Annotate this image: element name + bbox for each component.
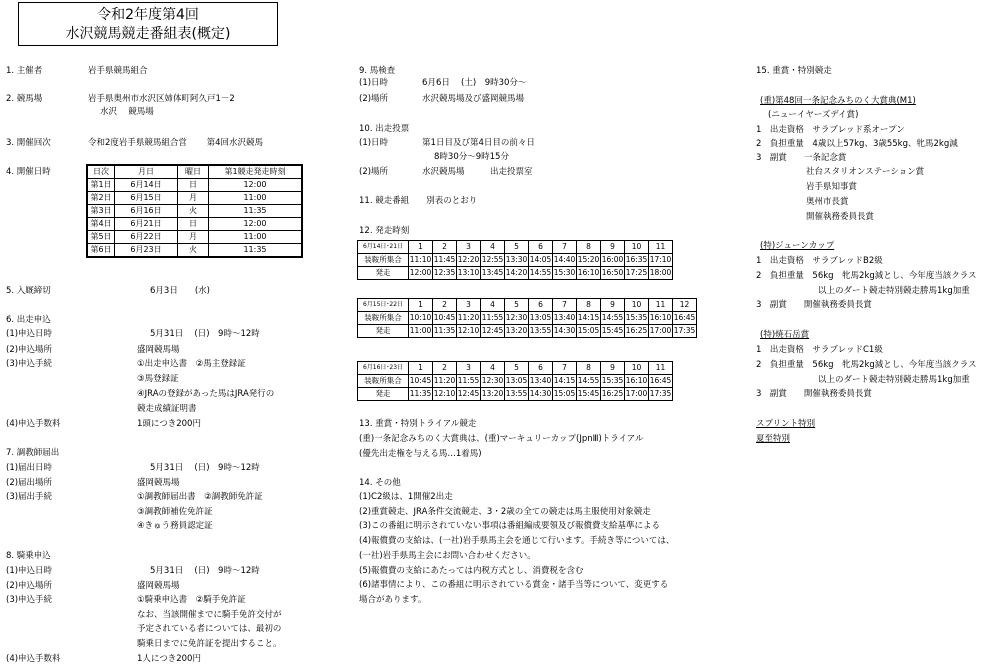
post-time-date-label: 6月16日･23日 xyxy=(358,362,409,375)
assemble-time-cell: 12:55 xyxy=(481,254,505,267)
assemble-time-cell: 14:55 xyxy=(601,312,625,325)
race-number-cell: 1 xyxy=(409,241,433,254)
schedule-cell: 6月14日 xyxy=(115,179,178,192)
text-s2v1: 岩手県奥州市水沢区姉体町阿久戸1－2 xyxy=(88,94,235,104)
assemble-time-cell: 10:10 xyxy=(409,312,433,325)
start-time-cell: 17:35 xyxy=(673,325,697,338)
start-time-cell: 13:20 xyxy=(505,325,529,338)
assemble-time-cell: 13:40 xyxy=(529,375,553,388)
assemble-time-cell: 15:35 xyxy=(625,312,649,325)
start-time-cell: 14:55 xyxy=(529,267,553,280)
start-time-cell: 11:00 xyxy=(409,325,433,338)
text-r2b2: 以上のダート競走特別競走勝馬1kg加重 xyxy=(818,286,970,296)
schedule-cell: 日 xyxy=(178,218,209,231)
schedule-cell: 11:35 xyxy=(209,244,303,258)
text-r3b: 2 負担重量 56kg 牝馬2kg減とし、今年度当該クラス xyxy=(756,360,977,370)
assemble-time-cell: 17:10 xyxy=(649,254,673,267)
schedule-header-cell: 月日 xyxy=(115,165,178,179)
text-s7cv3: ④きゅう務員認定証 xyxy=(137,521,213,531)
schedule-cell: 第2日 xyxy=(87,192,115,205)
text-m10: 10. 出走投票 xyxy=(359,124,410,134)
text-r4: スプリント特別 xyxy=(756,419,816,429)
start-time-cell: 15:05 xyxy=(577,325,601,338)
post-time-date-label: 6月15日･22日 xyxy=(358,299,409,312)
start-time-cell: 16:25 xyxy=(625,325,649,338)
text-r1a: 1 出走資格 サラブレッド系オープン xyxy=(756,125,905,135)
start-time-cell: 12:35 xyxy=(433,267,457,280)
schedule-row xyxy=(87,218,302,231)
start-label: 発走 xyxy=(358,267,409,280)
assemble-time-cell: 14:55 xyxy=(577,375,601,388)
assemble-time-cell: 11:20 xyxy=(457,312,481,325)
text-m14b: (2)重賞競走、JRA条件交流競走、3・2歳の全ての競走は馬主服使用対象競走 xyxy=(359,507,651,517)
text-r2t: (特)ジューンカップ xyxy=(760,241,835,251)
race-number-cell: 3 xyxy=(457,362,481,375)
schedule-cell: 月 xyxy=(178,231,209,244)
assemble-time-cell: 11:45 xyxy=(433,254,457,267)
text-r1t: (重)第48回一条記念みちのく大賞典(M1) xyxy=(760,96,916,106)
text-s3: 3. 開催回次 xyxy=(6,138,51,148)
assemble-time-cell: 11:55 xyxy=(481,312,505,325)
text-m13a: (重)一条記念みちのく大賞典は、(重)マーキュリーカップ(JpnⅢ)トライアル xyxy=(359,434,644,444)
schedule-cell: 6月21日 xyxy=(115,218,178,231)
start-time-cell: 14:30 xyxy=(529,388,553,401)
assemble-time-cell: 10:45 xyxy=(409,375,433,388)
race-number-cell: 8 xyxy=(577,299,601,312)
schedule-cell: 11:00 xyxy=(209,231,303,244)
text-r3c: 3 副賞 開催執務委員長賞 xyxy=(756,389,872,399)
race-number-cell: 4 xyxy=(481,299,505,312)
race-number-cell: 4 xyxy=(481,362,505,375)
assemble-time-cell: 10:45 xyxy=(433,312,457,325)
schedule-row xyxy=(87,179,302,192)
race-number-cell: 3 xyxy=(457,299,481,312)
race-number-cell: 11 xyxy=(649,299,673,312)
race-number-cell: 12 xyxy=(673,299,697,312)
start-time-cell: 12:10 xyxy=(433,388,457,401)
text-r1c5: 開催執務委員長賞 xyxy=(806,212,875,222)
start-time-cell: 11:35 xyxy=(409,388,433,401)
text-r1b: 2 負担重量 4歳以上57kg、3歳55kg、牝馬2kg減 xyxy=(756,139,958,149)
race-number-cell: 7 xyxy=(553,241,577,254)
start-time-cell: 17:00 xyxy=(649,325,673,338)
schedule-cell: 第3日 xyxy=(87,205,115,218)
assemble-time-cell: 14:15 xyxy=(553,375,577,388)
text-m9b: (2)場所 水沢競馬場及び盛岡競馬場 xyxy=(359,94,525,104)
schedule-row xyxy=(87,231,302,244)
post-time-table xyxy=(357,240,673,280)
text-s8d: (4)申込手数料 xyxy=(6,654,61,664)
text-s7cv1: ①調教師届出書 ②調教師免許証 xyxy=(137,492,263,502)
schedule-header-cell: 第1競走発走時刻 xyxy=(209,165,303,179)
schedule-header-cell: 日次 xyxy=(87,165,115,179)
text-s7av: 5月31日 (日) 9時～12時 xyxy=(150,463,260,473)
text-r3a: 1 出走資格 サラブレッドC1級 xyxy=(756,345,883,355)
schedule-cell: 火 xyxy=(178,244,209,258)
race-number-cell: 11 xyxy=(649,362,673,375)
text-r2b: 2 負担重量 56kg 牝馬2kg減とし、今年度当該クラス xyxy=(756,271,977,281)
text-m12: 12. 発走時刻 xyxy=(359,226,410,236)
schedule-cell: 6月15日 xyxy=(115,192,178,205)
text-r5: 夏至特別 xyxy=(756,434,791,444)
text-m13b: (優先出走権を与える馬…1着馬) xyxy=(359,449,482,459)
start-time-cell: 15:45 xyxy=(577,388,601,401)
text-s7bv: 盛岡競馬場 xyxy=(137,478,180,488)
race-number-cell: 9 xyxy=(601,241,625,254)
schedule-row xyxy=(87,205,302,218)
assemble-time-cell: 15:35 xyxy=(601,375,625,388)
schedule-row xyxy=(87,244,302,258)
text-s6bv: 盛岡競馬場 xyxy=(137,345,180,355)
start-time-cell: 13:55 xyxy=(505,388,529,401)
schedule-row xyxy=(87,192,302,205)
text-s8dv: 1人につき200円 xyxy=(137,654,201,664)
text-s7b: (2)届出場所 xyxy=(6,478,53,488)
race-number-cell: 10 xyxy=(625,241,649,254)
title-box xyxy=(18,2,278,46)
race-number-cell: 3 xyxy=(457,241,481,254)
start-time-cell: 12:00 xyxy=(409,267,433,280)
text-s8cv1: ①騎乗申込書 ②騎手免許証 xyxy=(137,595,246,605)
text-r1c3: 岩手県知事賞 xyxy=(806,182,858,192)
race-number-cell: 10 xyxy=(625,299,649,312)
text-s8: 8. 騎乗申込 xyxy=(6,551,51,561)
text-s7: 7. 調教師届出 xyxy=(6,448,60,458)
schedule-cell: 第1日 xyxy=(87,179,115,192)
start-time-cell: 15:30 xyxy=(553,267,577,280)
post-time-table xyxy=(357,298,697,338)
text-r3b2: 以上のダート競走特別競走勝馬1kg加重 xyxy=(818,375,970,385)
start-time-cell: 16:50 xyxy=(601,267,625,280)
race-number-cell: 10 xyxy=(625,362,649,375)
assemble-time-cell: 16:10 xyxy=(649,312,673,325)
race-number-cell: 2 xyxy=(433,299,457,312)
text-s6dv: 1頭につき200円 xyxy=(137,419,201,429)
schedule-table xyxy=(86,164,303,258)
assemble-time-cell: 14:40 xyxy=(553,254,577,267)
race-number-cell: 2 xyxy=(433,241,457,254)
text-m14d2: (一社)岩手県馬主会にお問い合わせください。 xyxy=(359,551,536,561)
text-s6cv4: 競走成績証明書 xyxy=(137,404,197,414)
text-s6b: (2)申込場所 xyxy=(6,345,53,355)
race-number-cell: 9 xyxy=(601,299,625,312)
text-s8cv4: 騎乗日までに免許証を提出すること。 xyxy=(137,639,282,649)
start-time-cell: 17:35 xyxy=(649,388,673,401)
race-number-cell: 6 xyxy=(529,241,553,254)
schedule-cell: 11:35 xyxy=(209,205,303,218)
start-time-cell: 17:00 xyxy=(625,388,649,401)
start-time-cell: 14:30 xyxy=(553,325,577,338)
text-s5v: 6月3日 (水) xyxy=(150,286,210,296)
assemble-label: 装鞍所集合 xyxy=(358,254,409,267)
text-s6cv2: ③馬登録証 xyxy=(137,374,179,384)
race-number-cell: 8 xyxy=(577,362,601,375)
text-s6cv3: ④JRAの登録があった馬はJRA発行の xyxy=(137,389,275,399)
text-s4: 4. 開催日時 xyxy=(6,167,51,177)
text-s8cv3: 予定されている者については、最初の xyxy=(137,624,282,634)
text-s2: 2. 競馬場 xyxy=(6,94,43,104)
race-number-cell: 1 xyxy=(409,299,433,312)
assemble-time-cell: 11:55 xyxy=(457,375,481,388)
text-s6cv1: ①出走申込書 ②馬主登録証 xyxy=(137,359,246,369)
text-s3v: 令和2度岩手県競馬組合営 第4回水沢競馬 xyxy=(88,138,264,148)
start-time-cell: 13:55 xyxy=(529,325,553,338)
text-m9: 9. 馬検査 xyxy=(359,66,396,76)
text-m14d: (4)報償費の支給は、(一社)岩手県馬主会を通じて行います。手続き等については、 xyxy=(359,536,675,546)
text-s6a: (1)申込日時 xyxy=(6,329,53,339)
start-time-cell: 15:05 xyxy=(553,388,577,401)
schedule-cell: 11:00 xyxy=(209,192,303,205)
schedule-cell: 第5日 xyxy=(87,231,115,244)
text-m14: 14. その他 xyxy=(359,478,401,488)
text-m10b: (2)場所 水沢競馬場 出走投票室 xyxy=(359,167,533,177)
start-time-cell: 16:10 xyxy=(577,267,601,280)
race-number-cell: 6 xyxy=(529,299,553,312)
text-r1s: (ニューイヤーズデイ賞) xyxy=(768,110,859,120)
race-number-cell: 1 xyxy=(409,362,433,375)
schedule-cell: 6月23日 xyxy=(115,244,178,258)
race-number-cell: 11 xyxy=(649,241,673,254)
assemble-time-cell: 12:30 xyxy=(505,312,529,325)
schedule-cell: 第6日 xyxy=(87,244,115,258)
text-r3t: (特)焼石岳賞 xyxy=(760,330,810,340)
assemble-time-cell: 13:40 xyxy=(553,312,577,325)
text-m14f2: 場合があります。 xyxy=(359,595,427,605)
text-r15: 15. 重賞・特別競走 xyxy=(756,66,832,76)
text-r2c: 3 副賞 開催執務委員長賞 xyxy=(756,300,872,310)
start-label: 発走 xyxy=(358,388,409,401)
assemble-time-cell: 14:15 xyxy=(577,312,601,325)
assemble-time-cell: 14:05 xyxy=(529,254,553,267)
assemble-time-cell: 13:30 xyxy=(505,254,529,267)
text-m14a: (1)C2級は、1開催2出走 xyxy=(359,492,453,502)
schedule-cell: 第4日 xyxy=(87,218,115,231)
text-s7a: (1)届出日時 xyxy=(6,463,53,473)
schedule-cell: 6月22日 xyxy=(115,231,178,244)
assemble-time-cell: 16:00 xyxy=(601,254,625,267)
text-s5: 5. 入厩締切 xyxy=(6,286,51,296)
assemble-time-cell: 16:35 xyxy=(625,254,649,267)
text-s8av: 5月31日 (日) 9時～12時 xyxy=(150,566,260,576)
text-s1: 1. 主催者 xyxy=(6,66,43,76)
schedule-cell: 日 xyxy=(178,179,209,192)
post-time-date-label: 6月14日･21日 xyxy=(358,241,409,254)
assemble-time-cell: 13:05 xyxy=(529,312,553,325)
assemble-label: 装鞍所集合 xyxy=(358,375,409,388)
race-number-cell: 6 xyxy=(529,362,553,375)
race-number-cell: 5 xyxy=(505,299,529,312)
text-m11: 11. 競走番組 別表のとおり xyxy=(359,196,478,206)
start-time-cell: 12:10 xyxy=(457,325,481,338)
start-time-cell: 13:20 xyxy=(481,388,505,401)
assemble-time-cell: 16:45 xyxy=(649,375,673,388)
start-time-cell: 17:25 xyxy=(625,267,649,280)
assemble-label: 装鞍所集合 xyxy=(358,312,409,325)
text-m14e: (5)報償費の支給にあたっては内税方式とし、消費税を含む xyxy=(359,566,584,576)
start-label: 発走 xyxy=(358,325,409,338)
start-time-cell: 11:35 xyxy=(433,325,457,338)
page-subtitle: 水沢競馬競走番組表(概定) xyxy=(65,26,231,42)
assemble-time-cell: 16:45 xyxy=(673,312,697,325)
text-m14c: (3)この番組に明示されていない事項は番組編成要領及び報償費支給基準による xyxy=(359,521,661,531)
text-s7c: (3)届出手続 xyxy=(6,492,53,502)
race-number-cell: 5 xyxy=(505,241,529,254)
start-time-cell: 16:25 xyxy=(601,388,625,401)
schedule-cell: 12:00 xyxy=(209,179,303,192)
text-m9a: (1)日時 6月6日 (土) 9時30分～ xyxy=(359,78,527,88)
text-r1c4: 奥州市長賞 xyxy=(806,197,849,207)
assemble-time-cell: 13:05 xyxy=(505,375,529,388)
start-time-cell: 13:45 xyxy=(481,267,505,280)
schedule-cell: 火 xyxy=(178,205,209,218)
schedule-cell: 月 xyxy=(178,192,209,205)
text-s6: 6. 出走申込 xyxy=(6,315,51,325)
race-number-cell: 7 xyxy=(553,299,577,312)
assemble-time-cell: 11:20 xyxy=(433,375,457,388)
text-m13: 13. 重賞・特別トライアル競走 xyxy=(359,419,477,429)
text-r1c2: 社台スタリオンステーション賞 xyxy=(806,167,925,177)
assemble-time-cell: 12:30 xyxy=(481,375,505,388)
post-time-table xyxy=(357,361,673,401)
race-number-cell: 9 xyxy=(601,362,625,375)
text-r2a: 1 出走資格 サラブレッドB2級 xyxy=(756,256,883,266)
schedule-cell: 12:00 xyxy=(209,218,303,231)
race-number-cell: 4 xyxy=(481,241,505,254)
text-r1c: 3 副賞 一条記念賞 xyxy=(756,153,847,163)
text-s6av: 5月31日 (日) 9時～12時 xyxy=(150,329,260,339)
text-m14f: (6)諸事情により、この番組に明示されている賞金・諸手当等について、変更する xyxy=(359,580,669,590)
assemble-time-cell: 12:20 xyxy=(457,254,481,267)
race-number-cell: 5 xyxy=(505,362,529,375)
text-s2v2: 水沢 競馬場 xyxy=(100,107,154,117)
assemble-time-cell: 11:10 xyxy=(409,254,433,267)
text-s8a: (1)申込日時 xyxy=(6,566,53,576)
assemble-time-cell: 15:20 xyxy=(577,254,601,267)
schedule-cell: 6月16日 xyxy=(115,205,178,218)
race-number-cell: 2 xyxy=(433,362,457,375)
start-time-cell: 15:45 xyxy=(601,325,625,338)
text-s8bv: 盛岡競馬場 xyxy=(137,581,180,591)
assemble-time-cell: 16:10 xyxy=(625,375,649,388)
text-s8cv2: なお、当該開催までに騎手免許交付が xyxy=(137,610,282,620)
start-time-cell: 18:00 xyxy=(649,267,673,280)
text-s8b: (2)申込場所 xyxy=(6,581,53,591)
start-time-cell: 12:45 xyxy=(481,325,505,338)
race-number-cell: 8 xyxy=(577,241,601,254)
text-s7cv2: ③調教師補佐免許証 xyxy=(137,507,213,517)
page-title: 令和2年度第4回 xyxy=(97,7,199,23)
text-m10a2: 8時30分～9時15分 xyxy=(434,152,509,162)
text-s6d: (4)申込手数料 xyxy=(6,419,61,429)
text-s6c: (3)申込手続 xyxy=(6,359,53,369)
schedule-header-cell: 曜日 xyxy=(178,165,209,179)
text-m10a: (1)日時 第1日目及び第4日目の前々日 xyxy=(359,138,535,148)
start-time-cell: 13:10 xyxy=(457,267,481,280)
text-s8c: (3)申込手続 xyxy=(6,595,53,605)
race-number-cell: 7 xyxy=(553,362,577,375)
start-time-cell: 12:45 xyxy=(457,388,481,401)
text-s1v: 岩手県競馬組合 xyxy=(88,66,148,76)
start-time-cell: 14:20 xyxy=(505,267,529,280)
